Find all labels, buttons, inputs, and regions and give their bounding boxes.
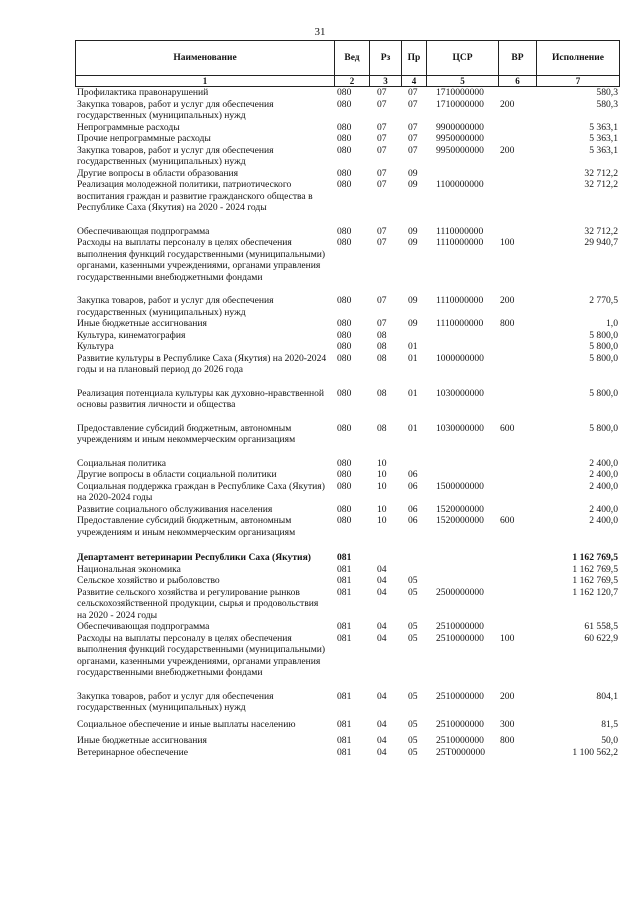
row-name: Другие вопросы в области социальной политики — [77, 469, 277, 480]
table-row — [75, 458, 620, 470]
header-ved: Вед — [334, 41, 369, 75]
row-name: Сельское хозяйство и рыболовство — [77, 575, 220, 586]
table-row — [75, 145, 620, 168]
row-value: 2 400,0 — [589, 515, 618, 526]
row-csr: 1030000000 — [436, 387, 484, 399]
row-rz: 07 — [377, 237, 387, 248]
row-vr: 100 — [500, 632, 515, 644]
department-row — [75, 552, 620, 564]
row-value: 1 162 769,5 — [572, 552, 618, 563]
row-csr: 2500000000 — [436, 586, 484, 598]
row-ved: 081 — [337, 690, 352, 702]
row-value: 50,0 — [601, 735, 618, 746]
row-csr: 1710000000 — [436, 87, 484, 98]
row-name: Национальная экономика — [77, 563, 181, 575]
header-pr: Пр — [401, 41, 426, 75]
row-pr: 05 — [408, 621, 418, 632]
row-value: 1 100 562,2 — [572, 746, 618, 758]
row-pr: 01 — [408, 341, 418, 352]
row-pr: 06 — [408, 503, 418, 515]
table-row — [75, 735, 620, 747]
header-csr: ЦСР — [426, 41, 498, 75]
row-value: 29 940,7 — [584, 237, 618, 248]
row-name: Реализация молодежной политики, патриотического воспитания граждан и развитие гражданского общества в Республике Саха (Якутия) на 2020 - 2024 годы — [77, 179, 313, 213]
col-number: 5 — [426, 76, 498, 86]
row-csr: 2510000000 — [436, 632, 484, 644]
row-rz: 08 — [377, 352, 387, 364]
table-row — [75, 237, 620, 283]
row-pr: 07 — [408, 121, 418, 133]
row-ved: 080 — [337, 457, 352, 469]
row-rz: 04 — [377, 632, 387, 644]
row-value: 32 712,2 — [584, 225, 618, 237]
row-name: Закупка товаров, работ и услуг для обеспечения государственных (муниципальных) нужд — [77, 98, 274, 121]
col-number: 2 — [334, 76, 369, 86]
row-name: Обеспечивающая подпрограмма — [77, 225, 210, 237]
row-pr: 07 — [408, 133, 418, 144]
row-pr: 09 — [408, 225, 418, 237]
row-ved: 081 — [337, 632, 352, 644]
row-value: 5 363,1 — [589, 144, 618, 156]
table-row — [75, 747, 620, 759]
row-vr: 600 — [500, 515, 515, 526]
row-value: 2 400,0 — [589, 469, 618, 480]
table-row — [75, 587, 620, 622]
table-row — [75, 575, 620, 587]
row-name: Социальное обеспечение и иные выплаты населению — [77, 718, 296, 730]
row-csr: 1100000000 — [436, 179, 484, 190]
row-ved: 080 — [337, 237, 352, 248]
row-vr: 200 — [500, 144, 515, 156]
table-row — [75, 423, 620, 446]
row-vr: 800 — [500, 318, 515, 329]
row-pr: 05 — [408, 632, 418, 644]
header-vr: ВР — [498, 41, 536, 75]
row-ved: 080 — [337, 295, 352, 306]
row-rz: 07 — [377, 87, 387, 98]
row-name: Другие вопросы в области образования — [77, 167, 239, 179]
table-row — [75, 226, 620, 238]
table-row — [75, 353, 620, 376]
row-pr: 07 — [408, 98, 418, 110]
row-ved: 080 — [337, 515, 352, 526]
table-row — [75, 341, 620, 353]
table-row — [75, 504, 620, 516]
row-value: 2 400,0 — [589, 503, 618, 515]
row-name: Профилактика правонарушений — [77, 87, 209, 98]
row-value: 580,3 — [596, 87, 618, 98]
row-value: 2 400,0 — [589, 457, 618, 469]
table-row — [75, 179, 620, 214]
row-rz: 04 — [377, 746, 387, 758]
row-name: Иные бюджетные ассигнования — [77, 735, 207, 746]
table-row — [75, 621, 620, 633]
row-ved: 080 — [337, 341, 352, 352]
row-pr: 01 — [408, 387, 418, 399]
table-row — [75, 564, 620, 576]
table-row — [75, 318, 620, 330]
table-row — [75, 719, 620, 731]
row-csr: 9950000000 — [436, 133, 484, 144]
row-ved: 081 — [337, 563, 352, 575]
row-pr: 09 — [408, 318, 418, 329]
row-rz: 08 — [377, 341, 387, 352]
row-pr: 05 — [408, 735, 418, 746]
table-row — [75, 99, 620, 122]
row-name: Предоставление субсидий бюджетным, автономным учреждениям и иным некоммерческим организациям — [77, 422, 296, 445]
row-value: 2 770,5 — [589, 295, 618, 306]
row-ved: 080 — [337, 503, 352, 515]
row-name: Расходы на выплаты персоналу в целях обеспечения выполнения функций государственными (муниципальными) органами, казенными учреждениями, органами управления государственными внебюджетными фондами — [77, 632, 326, 678]
row-name: Ветеринарное обеспечение — [77, 746, 189, 758]
row-rz: 07 — [377, 225, 387, 237]
row-ved: 081 — [337, 552, 352, 563]
row-pr: 05 — [408, 690, 418, 702]
row-value: 32 712,2 — [584, 179, 618, 190]
row-csr: 1110000000 — [436, 237, 484, 248]
row-vr: 800 — [500, 735, 515, 746]
row-value: 1 162 769,5 — [572, 563, 618, 575]
row-csr: 2510000000 — [436, 690, 484, 702]
row-csr: 1520000000 — [436, 515, 484, 526]
header-name: Наименование — [173, 53, 237, 63]
row-value: 580,3 — [596, 98, 618, 110]
row-ved: 080 — [337, 225, 352, 237]
row-ved: 080 — [337, 87, 352, 98]
table-row — [75, 515, 620, 538]
row-value: 5 800,0 — [589, 422, 618, 434]
row-ved: 080 — [337, 318, 352, 329]
header-exec: Исполнение — [536, 41, 619, 75]
row-value: 5 800,0 — [589, 329, 618, 341]
row-csr: 1110000000 — [436, 295, 484, 306]
col-number: 1 — [202, 76, 208, 86]
table-row — [75, 168, 620, 180]
row-name: Расходы на выплаты персоналу в целях обеспечения выполнения функций государственными (муниципальными) органами, казенными учреждениями, органами управления государственными внебюджетными фондами — [77, 237, 326, 283]
row-name: Развитие культуры в Республике Саха (Якутия) на 2020-2024 годы и на плановый период до 2026 года — [77, 352, 327, 375]
row-rz: 04 — [377, 586, 387, 598]
row-value: 5 363,1 — [589, 133, 618, 144]
row-csr: 1520000000 — [436, 503, 484, 515]
table-row — [75, 295, 620, 318]
budget-table — [75, 40, 620, 758]
col-number: 3 — [369, 76, 401, 86]
row-pr: 07 — [408, 87, 418, 98]
row-name: Развитие сельского хозяйства и регулирование рынков сельскохозяйственной продукции, сырья и продовольствия на 2020 - 2024 годы — [77, 586, 319, 621]
row-ved: 080 — [337, 480, 352, 492]
row-name: Культура, кинематография — [77, 329, 186, 341]
row-value: 5 800,0 — [589, 341, 618, 352]
row-rz: 07 — [377, 179, 387, 190]
row-rz: 10 — [377, 480, 387, 492]
row-rz: 04 — [377, 690, 387, 702]
table-row — [75, 133, 620, 145]
col-number: 4 — [401, 76, 426, 86]
row-value: 61 558,5 — [584, 621, 618, 632]
row-name: Реализация потенциала культуры как духовно-нравственной основы развития личности и общества — [77, 387, 325, 410]
table-row — [75, 330, 620, 342]
row-ved: 080 — [337, 352, 352, 364]
row-pr: 06 — [408, 480, 418, 492]
row-ved: 081 — [337, 735, 352, 746]
row-rz: 07 — [377, 295, 387, 306]
row-pr: 01 — [408, 422, 418, 434]
row-csr: 1110000000 — [436, 318, 484, 329]
row-ved: 080 — [337, 98, 352, 110]
row-pr: 01 — [408, 352, 418, 364]
row-value: 5 800,0 — [589, 352, 618, 364]
row-pr: 06 — [408, 469, 418, 480]
row-name: Развитие социального обслуживания населения — [77, 503, 273, 515]
table-row — [75, 481, 620, 504]
row-rz: 07 — [377, 98, 387, 110]
row-csr: 9900000000 — [436, 121, 484, 133]
row-pr: 05 — [408, 586, 418, 598]
row-vr: 100 — [500, 237, 515, 248]
row-csr: 1500000000 — [436, 480, 484, 492]
table-row — [75, 691, 620, 714]
row-pr: 05 — [408, 575, 418, 586]
row-rz: 04 — [377, 563, 387, 575]
row-rz: 04 — [377, 735, 387, 746]
row-ved: 080 — [337, 167, 352, 179]
row-csr: 1710000000 — [436, 98, 484, 110]
row-rz: 07 — [377, 167, 387, 179]
row-csr: 2510000000 — [436, 621, 484, 632]
row-value: 804,1 — [596, 690, 618, 702]
row-rz: 10 — [377, 503, 387, 515]
table-body — [75, 87, 620, 758]
table-row — [75, 388, 620, 411]
row-pr: 07 — [408, 144, 418, 156]
row-value: 81,5 — [601, 718, 618, 730]
row-rz: 07 — [377, 144, 387, 156]
row-rz: 07 — [377, 121, 387, 133]
row-rz: 10 — [377, 469, 387, 480]
row-name: Иные бюджетные ассигнования — [77, 318, 207, 329]
row-rz: 08 — [377, 422, 387, 434]
row-ved: 081 — [337, 586, 352, 598]
row-value: 2 400,0 — [589, 480, 618, 492]
row-vr: 200 — [500, 295, 515, 306]
row-ved: 081 — [337, 621, 352, 632]
row-value: 1,0 — [606, 318, 618, 329]
row-pr: 06 — [408, 515, 418, 526]
row-vr: 200 — [500, 98, 515, 110]
row-ved: 080 — [337, 144, 352, 156]
col-number: 7 — [536, 76, 619, 86]
row-rz: 10 — [377, 515, 387, 526]
row-rz: 04 — [377, 621, 387, 632]
row-csr: 25Т0000000 — [436, 746, 486, 758]
row-csr: 9950000000 — [436, 144, 484, 156]
row-value: 1 162 769,5 — [572, 575, 618, 586]
page-number: 31 — [314, 26, 326, 38]
row-ved: 080 — [337, 329, 352, 341]
row-rz: 08 — [377, 387, 387, 399]
row-pr: 05 — [408, 746, 418, 758]
row-ved: 080 — [337, 133, 352, 144]
table-row — [75, 469, 620, 481]
row-ved: 080 — [337, 121, 352, 133]
row-name: Прочие непрограммные расходы — [77, 133, 211, 144]
row-csr: 2510000000 — [436, 735, 484, 746]
row-ved: 080 — [337, 469, 352, 480]
row-vr: 600 — [500, 422, 515, 434]
row-pr: 09 — [408, 167, 418, 179]
row-csr: 1030000000 — [436, 422, 484, 434]
row-rz: 07 — [377, 133, 387, 144]
header-rz: Рз — [369, 41, 401, 75]
row-rz: 04 — [377, 575, 387, 586]
row-pr: 09 — [408, 237, 418, 248]
table-row — [75, 122, 620, 134]
row-name: Закупка товаров, работ и услуг для обеспечения государственных (муниципальных) нужд — [77, 144, 274, 167]
row-csr: 2510000000 — [436, 718, 484, 730]
row-name: Социальная поддержка граждан в Республике Саха (Якутия) на 2020-2024 годы — [77, 480, 325, 503]
table-header — [75, 40, 620, 76]
row-value: 5 800,0 — [589, 387, 618, 399]
row-name: Культура — [77, 341, 114, 352]
row-value: 1 162 120,7 — [572, 586, 618, 598]
row-vr: 300 — [500, 718, 515, 730]
row-name: Департамент ветеринарии Республики Саха (Якутия) — [77, 552, 311, 563]
row-value: 5 363,1 — [589, 121, 618, 133]
row-pr: 09 — [408, 179, 418, 190]
row-name: Закупка товаров, работ и услуг для обеспечения государственных (муниципальных) нужд — [77, 690, 274, 713]
table-row — [75, 87, 620, 99]
row-ved: 081 — [337, 718, 352, 730]
row-pr: 05 — [408, 718, 418, 730]
row-ved: 080 — [337, 179, 352, 190]
row-value: 60 622,9 — [584, 632, 618, 644]
row-csr: 1110000000 — [436, 225, 484, 237]
row-rz: 08 — [377, 329, 387, 341]
row-name: Социальная политика — [77, 457, 166, 469]
row-csr: 1000000000 — [436, 352, 484, 364]
table-row — [75, 633, 620, 679]
row-ved: 080 — [337, 422, 352, 434]
row-name: Непрограммные расходы — [77, 121, 180, 133]
row-pr: 09 — [408, 295, 418, 306]
row-name: Предоставление субсидий бюджетным, автономным учреждениям и иным некоммерческим организациям — [77, 515, 296, 538]
row-rz: 04 — [377, 718, 387, 730]
column-numbers-row — [75, 76, 620, 87]
row-ved: 081 — [337, 575, 352, 586]
row-name: Закупка товаров, работ и услуг для обеспечения государственных (муниципальных) нужд — [77, 295, 274, 318]
row-ved: 081 — [337, 746, 352, 758]
row-vr: 200 — [500, 690, 515, 702]
row-ved: 080 — [337, 387, 352, 399]
row-rz: 10 — [377, 457, 387, 469]
row-value: 32 712,2 — [584, 167, 618, 179]
col-number: 6 — [498, 76, 536, 86]
row-name: Обеспечивающая подпрограмма — [77, 621, 210, 632]
row-rz: 07 — [377, 318, 387, 329]
